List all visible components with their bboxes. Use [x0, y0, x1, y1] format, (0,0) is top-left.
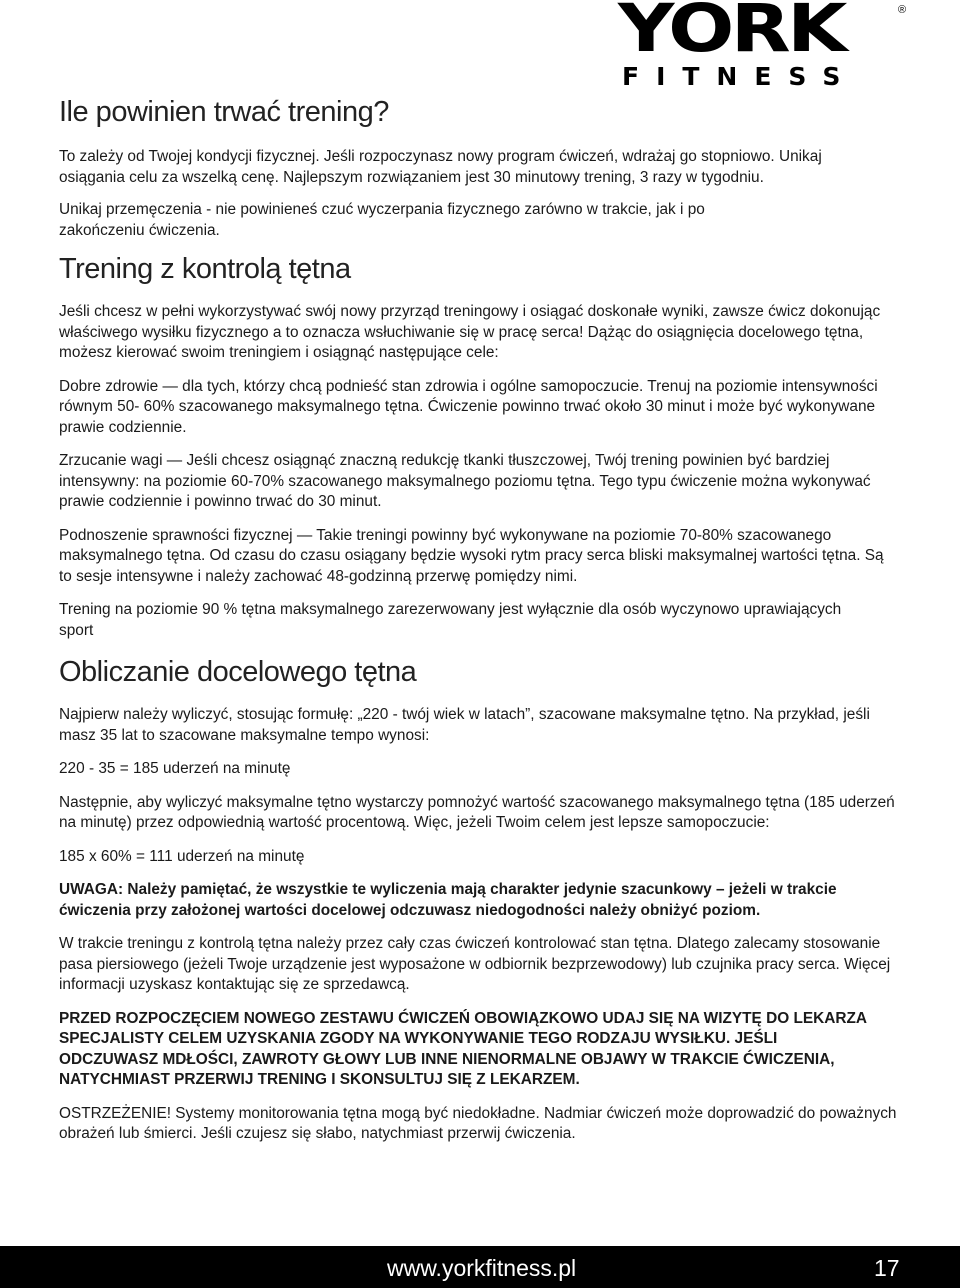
- footer-bar: [0, 1246, 960, 1288]
- paragraph: Zrzucanie wagi — Jeśli chcesz osiągnąć znaczną redukcję tkanki tłuszczowej, Twój trening powinien być bardziej intensywny: na poziomie 60-70% szacowanego maksymalnego poziomu tętna. Tego typu ćwiczenie można wykonywać prawie codziennie i powinno trwać do 30 minut.: [59, 452, 871, 510]
- paragraph: To zależy od Twojej kondycji fizycznej. Jeśli rozpoczynasz nowy program ćwiczeń, wdrażaj go stopniowo. Unikaj osiągania celu za wszelką cenę. Najlepszym rozwiązaniem jest 30 minutowy trening, 3 razy w tygodniu.: [59, 148, 822, 186]
- page-content: [59, 95, 899, 1145]
- page-number: 17: [874, 1255, 900, 1281]
- paragraph: Dobre zdrowie — dla tych, którzy chcą podnieść stan zdrowia i ogólne samopoczucie. Trenuj na poziomie intensywności równym 50- 60% szacowanego maksymalnego tętna. Ćwiczenie powinno trwać około 30 minut i może być wykonywane prawie codziennie.: [59, 377, 878, 436]
- logo-wordmark: YORK: [618, 0, 844, 67]
- section-heading-heart-rate: Trening z kontrolą tętna: [59, 253, 351, 285]
- paragraph: Następnie, aby wyliczyć maksymalne tętno wystarczy pomnożyć wartość szacowanego maksymalnego tętna (185 uderzeń na minutę) przez odpowiednią wartość procentową. Więc, jeżeli Twoim celem jest lepsze samopoczucie:: [59, 793, 895, 831]
- formula: 220 - 35 = 185 uderzeń na minutę: [59, 760, 291, 777]
- paragraph: Jeśli chcesz w pełni wykorzystywać swój nowy przyrząd treningowy i osiągać doskonałe wyniki, zawsze ćwicz dokonując właściwego wysiłku fizycznego a to oznacza wsłuchiwanie się w pracę serca! Dążąc do osiągnięcia docelowego tętna, możesz kierować swoim treningiem i osiągnąć następujące cele:: [59, 303, 881, 361]
- paragraph: Najpierw należy wyliczyć, stosując formułę: „220 - twój wiek w latach”, szacowane maksymalne tętno. Na przykład, jeśli masz 35 lat to szacowane maksymalne tempo wynosi:: [59, 706, 870, 744]
- formula: 185 x 60% = 111 uderzeń na minutę: [59, 847, 305, 865]
- section-heading-target-rate: Obliczanie docelowego tętna: [59, 656, 417, 688]
- paragraph: Unikaj przemęczenia - nie powinieneś czuć wyczerpania fizycznego zarówno w trakcie, jak i po zakończeniu ćwiczenia.: [59, 201, 705, 239]
- paragraph: W trakcie treningu z kontrolą tętna należy przez cały czas ćwiczeń kontrolować stan tętna. Dlatego zalecamy stosowanie pasa piersiowego (jeżeli Twoje urządzenie jest wyposażone w odbiornik bezprzewodowy) lub czujnika pracy serca. Więcej informacji uzyskasz kontaktując się ze sprzedawcą.: [59, 935, 891, 993]
- website-url: www.yorkfitness.pl: [387, 1255, 577, 1281]
- medical-warning: PRZED ROZPOCZĘCIEM NOWEGO ZESTAWU ĆWICZEŃ OBOWIĄZKOWO UDAJ SIĘ NA WIZYTĘ DO LEKARZA SPECJALISTY CELEM UZYSKANIA ZGODY NA WYKONYWANIE TEGO RODZAJU WYSIŁKU. JEŚLI ODCZUWASZ MDŁOŚCI, ZAWROTY GŁOWY LUB INNE NIENORMALNE OBJAWY W TRAKCIE ĆWICZENIA, NATYCHMIAST PRZERWIJ TRENING I SKONSULTUJ SIĘ Z LEKARZEM.: [59, 1009, 867, 1088]
- logo-subtitle: FITNESS: [622, 62, 858, 91]
- paragraph: Podnoszenie sprawności fizycznej — Takie treningi powinny być wykonywane na poziomie 70-80% szacowanego maksymalnego tętna. Od czasu do czasu osiągany będzie wysoki rytm pracy serca bliski maksymalnej wartości tętna. Są to sesje intensywne i należy zachować 48-godzinną przerwę pomiędzy nimi.: [59, 526, 884, 585]
- paragraph: Trening na poziomie 90 % tętna maksymalnego zarezerwowany jest wyłącznie dla osób wyczynowo uprawiających sport: [59, 601, 842, 639]
- brand-logo: [618, 2, 918, 94]
- registered-mark: ®: [898, 4, 907, 16]
- warning-note: UWAGA: Należy pamiętać, że wszystkie te wyliczenia mają charakter jedynie szacunkowy – jeżeli w trakcie ćwiczenia przy założonej wartości docelowej odczuwasz niedogodności należy obniżyć poziom.: [59, 881, 837, 919]
- warning-paragraph: OSTRZEŻENIE! Systemy monitorowania tętna mogą być niedokładne. Nadmiar ćwiczeń może doprowadzić do poważnych obrażeń lub śmierci. Jeśli czujesz się słabo, natychmiast przerwij ćwiczenia.: [59, 1104, 897, 1142]
- section-heading-duration: Ile powinien trwać trening?: [59, 96, 389, 128]
